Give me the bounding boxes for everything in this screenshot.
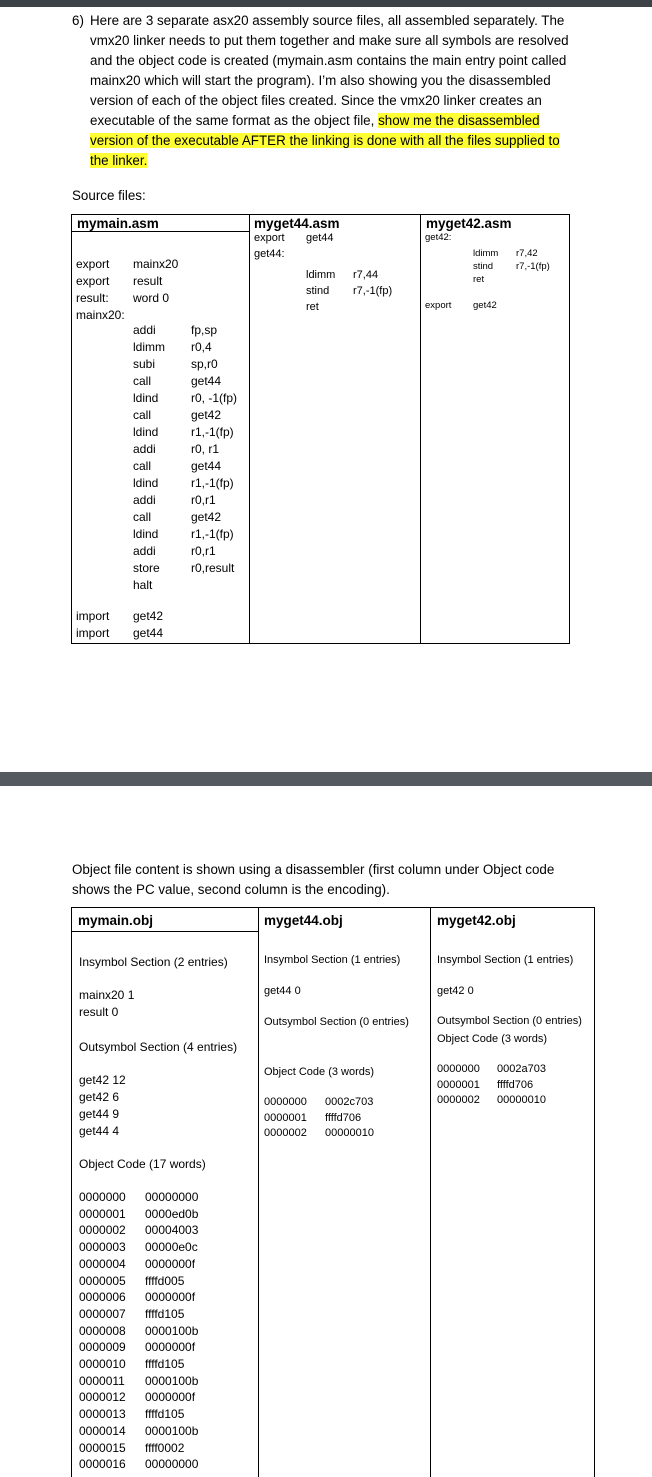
myget42-code-row-col1: 0000000: [437, 1063, 480, 1075]
myget44-insymbol: get44 0: [264, 985, 301, 997]
source-files-label: Source files:: [72, 188, 146, 203]
question-highlight: show me the disassembled version of the executable AFTER the linking is done with all the files supplied to the linker.: [90, 113, 560, 168]
page-2: [0, 786, 652, 1477]
mymain-instr-col2: get44: [191, 459, 222, 473]
mymain-instr-col2: r1,-1(fp): [191, 425, 234, 439]
mymain-code-row-col2: 0000100b: [145, 1323, 199, 1338]
mymain-code-row-col2: 0000000f: [145, 1256, 196, 1271]
mymain-instr-col2: r1,-1(fp): [191, 476, 234, 490]
mymain-import-col2: get44: [133, 626, 164, 640]
mymain-instr-col1: ldind: [133, 476, 159, 490]
myget44-outsymbol-header: Outsymbol Section (0 entries): [264, 1016, 409, 1028]
mymain-code-row-col1: 0000004: [79, 1256, 126, 1271]
mymain-obj-title: mymain.obj: [78, 913, 154, 928]
mymain-instr-col1: subi: [133, 357, 156, 371]
myget44-code-row-col2: 0002c703: [325, 1096, 374, 1108]
mymain-code-row-col1: 0000012: [79, 1390, 126, 1405]
mymain-insymbol-header: Insymbol Section (2 entries): [79, 955, 228, 969]
mymain-instr-col1: addi: [133, 323, 156, 337]
mymain-code-row-col1: 0000002: [79, 1223, 126, 1238]
mymain-code-row-col2: 0000000f: [145, 1340, 196, 1355]
mymain-instr-col2: r0,r1: [191, 493, 216, 507]
mymain-code-row-col1: 0000005: [79, 1273, 126, 1288]
myget44-export-kw: export: [254, 232, 285, 244]
mymain-insymbol: result 0: [79, 1005, 119, 1019]
mymain-code-row-col1: 0000015: [79, 1440, 126, 1455]
myget42-instr-col1: stind: [473, 261, 494, 272]
mymain-code-row-col1: 0000001: [79, 1206, 126, 1221]
mymain-instr-col2: r0, -1(fp): [191, 391, 238, 405]
mymain-header-line-col2: word 0: [133, 291, 170, 305]
mymain-code-row-col1: 0000000: [79, 1190, 126, 1204]
myget42-instr-col2: r7,42: [516, 248, 538, 259]
myget44-instr-col2: r7,44: [353, 269, 379, 281]
myget42-insymbol-header: Insymbol Section (1 entries): [437, 954, 574, 966]
mymain-instr-col1: ldimm: [133, 340, 165, 354]
myget42-asm-title: myget42.asm: [426, 216, 512, 231]
mymain-code-row-col2: 0000000f: [145, 1390, 196, 1405]
myget42-code-row-col2: 00000010: [497, 1094, 546, 1106]
mymain-code-row-col1: 0000010: [79, 1357, 126, 1371]
myget44-instr-col1: ldimm: [306, 269, 336, 281]
mymain-instr-col2: r0, r1: [191, 442, 220, 456]
mymain-code-row-col1: 0000014: [79, 1423, 126, 1438]
mymain-code-row-col2: 00000000: [145, 1190, 199, 1204]
mymain-outsymbol: get42 12: [79, 1073, 126, 1087]
myget42-code-row-col1: 0000002: [437, 1094, 480, 1106]
mymain-instr-col1: addi: [133, 493, 156, 507]
myget42-obj-cell: [431, 908, 595, 1477]
myget44-code-row-col1: 0000001: [264, 1111, 307, 1124]
mymain-code-row-col2: ffffd005: [145, 1273, 185, 1288]
mymain-code-row-col1: 0000006: [79, 1290, 126, 1305]
mymain-instr-col1: ldind: [133, 391, 159, 405]
myget42-instr-col2: r7,-1(fp): [516, 261, 550, 272]
mymain-asm-title: mymain.asm: [77, 216, 159, 231]
mymain-code-row-col2: 0000100b: [145, 1423, 199, 1438]
mymain-instr-col2: sp,r0: [191, 357, 218, 371]
mymain-code-row-col2: ffffd105: [145, 1306, 185, 1321]
mymain-instr-col2: r0,r1: [191, 544, 216, 558]
mymain-instr-col1: addi: [133, 544, 156, 558]
myget44-instr-col1: stind: [306, 285, 330, 297]
myget42-export-kw: export: [425, 300, 452, 311]
myget44-obj-title: myget44.obj: [264, 913, 343, 928]
mymain-header-line-col1: export: [76, 257, 110, 271]
mymain-header-line-col1: export: [76, 274, 110, 288]
myget42-instr-col1: ret: [473, 274, 485, 285]
myget42-code-header: Object Code (3 words): [437, 1033, 548, 1045]
mymain-instr-col2: fp,sp: [191, 323, 218, 337]
mymain-instr-col2: get42: [191, 510, 222, 524]
object-intro: Object file content is shown using a disassembler (first column under Object code shows the PC value, second column is the encoding).: [72, 862, 555, 897]
mymain-asm-cell: [72, 215, 250, 644]
myget42-label: get42:: [425, 232, 452, 243]
myget44-obj-cell: [259, 908, 431, 1477]
myget42-asm-cell: [421, 215, 570, 644]
myget44-instr-col2: r7,-1(fp): [353, 285, 393, 297]
mymain-code-row-col2: ffffd105: [145, 1357, 185, 1371]
mymain-import-col1: import: [76, 609, 110, 623]
mymain-code-row-col2: 00000e0c: [145, 1240, 198, 1255]
myget42-insymbol: get42 0: [437, 985, 474, 997]
mymain-code-row-col2: 0000100b: [145, 1373, 199, 1388]
mymain-obj-cell: [72, 908, 259, 1477]
mymain-code-row-col2: 0000000f: [145, 1290, 196, 1305]
myget44-code-row-col2: 00000010: [325, 1127, 374, 1139]
mymain-import-col1: import: [76, 626, 110, 640]
myget42-obj-title: myget42.obj: [437, 913, 516, 928]
mymain-code-row-col1: 0000011: [79, 1373, 125, 1388]
mymain-instr-col1: store: [133, 561, 160, 575]
mymain-insymbol: mainx20 1: [79, 988, 135, 1002]
myget44-export-sym: get44: [306, 232, 334, 244]
myget44-code-header: Object Code (3 words): [264, 1066, 375, 1078]
mymain-instr-col1: call: [133, 459, 152, 473]
mymain-header-line-col1: result:: [76, 291, 109, 305]
mymain-outsymbol: get44 4: [79, 1124, 120, 1138]
object-files-table: [71, 907, 595, 1477]
mymain-code-row-col1: 0000007: [79, 1306, 126, 1321]
mymain-instr-col1: call: [133, 510, 152, 524]
mymain-code-header: Object Code (17 words): [79, 1157, 206, 1171]
myget44-code-row-col1: 0000000: [264, 1096, 307, 1108]
myget42-export-sym: get42: [473, 300, 497, 311]
mymain-code-row-col2: ffffd105: [145, 1407, 185, 1422]
question-number: 6): [72, 13, 84, 28]
mymain-code-row-col2: 00004003: [145, 1223, 199, 1238]
mymain-code-row-col1: 0000008: [79, 1323, 126, 1338]
mymain-instr-col1: call: [133, 374, 152, 388]
myget44-asm-cell: [250, 215, 421, 644]
source-files-table: [71, 214, 570, 644]
myget44-asm-title: myget44.asm: [254, 216, 340, 231]
mymain-instr-col2: get42: [191, 408, 222, 422]
mymain-outsymbol: get44 9: [79, 1107, 120, 1121]
question-text: Here are 3 separate asx20 assembly source files, all assembled separately. The vmx20 linker needs to put them together and make sure all symbols are resolved and the object code is created (mymain.asm contains the main entry point called mainx20 which will start the program). I’m also showing you the disassembled version of each of the object files created. Since the vmx20 linker creates an executable of the same format as the object file,: [90, 13, 569, 128]
mymain-header-line-col2: mainx20: [133, 257, 179, 271]
myget42-code-row-col2: 0002a703: [497, 1063, 546, 1075]
myget44-code-row-col2: ffffd706: [325, 1111, 362, 1124]
mymain-instr-col2: r0,result: [191, 561, 235, 575]
mymain-code-row-col1: 0000003: [79, 1240, 126, 1255]
mymain-header-line-col2: result: [133, 274, 163, 288]
mymain-instr-col1: ldind: [133, 425, 159, 439]
mymain-code-row-col1: 0000016: [79, 1457, 126, 1472]
title-divider: [72, 931, 258, 932]
myget44-code-row-col1: 0000002: [264, 1127, 307, 1139]
mymain-import-col2: get42: [133, 609, 164, 623]
mymain-code-row-col1: 0000013: [79, 1407, 126, 1422]
myget42-instr-col1: ldimm: [473, 248, 499, 259]
mymain-instr-col1: call: [133, 408, 152, 422]
myget44-label: get44:: [254, 248, 285, 260]
mymain-code-row-col1: 0000009: [79, 1340, 126, 1355]
myget44-insymbol-header: Insymbol Section (1 entries): [264, 954, 401, 966]
mymain-instr-col2: r0,4: [191, 340, 212, 354]
mymain-outsymbol: get42 6: [79, 1090, 120, 1104]
mymain-outsymbol-header: Outsymbol Section (4 entries): [79, 1040, 238, 1054]
mymain-instr-col1: addi: [133, 442, 156, 456]
myget42-code-row-col2: ffffd706: [497, 1078, 534, 1091]
mymain-instr-col2: r1,-1(fp): [191, 527, 234, 541]
question-paragraph: [72, 11, 577, 171]
myget42-outsymbol-header: Outsymbol Section (0 entries): [437, 1015, 582, 1027]
mymain-code-row-col2: 00000000: [145, 1457, 199, 1472]
title-divider: [72, 231, 249, 232]
myget42-code-row-col1: 0000001: [437, 1078, 480, 1091]
mymain-code-row-col2: ffff0002: [145, 1440, 185, 1455]
mymain-header-line-col1: mainx20:: [76, 308, 125, 322]
mymain-instr-col1: ldind: [133, 527, 159, 541]
mymain-instr-col1: halt: [133, 578, 153, 592]
mymain-instr-col2: get44: [191, 374, 222, 388]
mymain-code-row-col2: 0000ed0b: [145, 1206, 199, 1221]
myget44-instr-col1: ret: [306, 301, 319, 313]
